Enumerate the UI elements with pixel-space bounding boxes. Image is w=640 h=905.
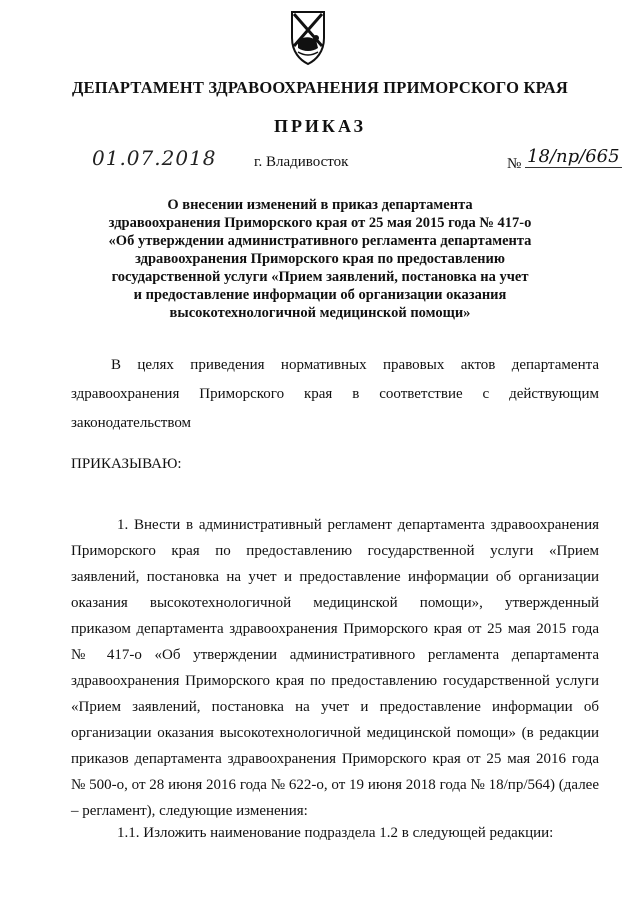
text-line: организации оказания высокотехнологичной медицинской помощи» (в редакции xyxy=(71,725,599,741)
order-number xyxy=(507,146,622,172)
city: г. Владивосток xyxy=(254,154,349,170)
order-directive: ПРИКАЗЫВАЮ: xyxy=(71,456,182,472)
item-1-1-paragraph xyxy=(71,820,599,846)
item-1-paragraph xyxy=(71,512,599,824)
text-line: В целях приведения нормативных правовых актов департамента xyxy=(111,357,599,373)
subject-line: О внесении изменений в приказ департамента xyxy=(167,197,473,213)
primorsky-coat-of-arms-icon xyxy=(286,8,330,66)
text-line: «Прием заявлений, постановка на учет и предоставление информации об xyxy=(71,699,599,715)
text-line: заявлений, постановка на учет и предоставление информации об организации xyxy=(71,569,599,585)
handwritten-date: 01.07.2018 xyxy=(92,146,217,170)
subject-line: государственной услуги «Прием заявлений, постановка на учет xyxy=(111,269,529,285)
text-line: 1. Внести в административный регламент департамента здравоохранения xyxy=(117,517,599,533)
text-line: здравоохранения Приморского края по предоставлению государственной услуги xyxy=(71,673,599,689)
text-line: оказания высокотехнологичной медицинской помощи», утвержденный xyxy=(71,595,599,611)
subject-line: здравоохранения Приморского края по предоставлению xyxy=(135,251,505,267)
text-line: № 417-о «Об утверждении административного регламента департамента xyxy=(71,647,599,663)
subject-line: высокотехнологичной медицинской помощи» xyxy=(169,305,471,321)
text-line: № 500-о, от 28 июня 2016 года № 622-о, от 19 июня 2018 года № 18/пр/564) (далее xyxy=(71,777,599,793)
text-line: приказов департамента здравоохранения Приморского края от 25 мая 2016 года xyxy=(71,751,599,767)
text-line: 1.1. Изложить наименование подраздела 1.2 в следующей редакции: xyxy=(117,825,554,841)
text-line: приказом департамента здравоохранения Приморского края от 25 мая 2015 года xyxy=(71,621,599,637)
text-line: Приморского края по предоставлению государственной услуги «Прием xyxy=(71,543,599,559)
subject-line: и предоставление информации об организации оказания xyxy=(133,287,507,303)
subject-line: здравоохранения Приморского края от 25 мая 2015 года № 417-о xyxy=(108,215,532,231)
handwritten-number: 18/пр/665 xyxy=(527,146,620,167)
text-line: – регламент), следующие изменения: xyxy=(71,803,308,819)
subject-line: «Об утверждении административного регламента департамента xyxy=(108,233,532,249)
number-prefix: № xyxy=(507,156,522,172)
text-line: здравоохранения Приморского края в соответствие с действующим xyxy=(71,386,599,402)
text-line: законодательством xyxy=(71,415,192,431)
department-name: ДЕПАРТАМЕНТ ЗДРАВООХРАНЕНИЯ ПРИМОРСКОГО КРАЯ xyxy=(71,78,569,97)
preamble-paragraph xyxy=(71,351,599,438)
order-subject xyxy=(80,196,560,322)
document-type: ПРИКАЗ xyxy=(273,116,367,136)
